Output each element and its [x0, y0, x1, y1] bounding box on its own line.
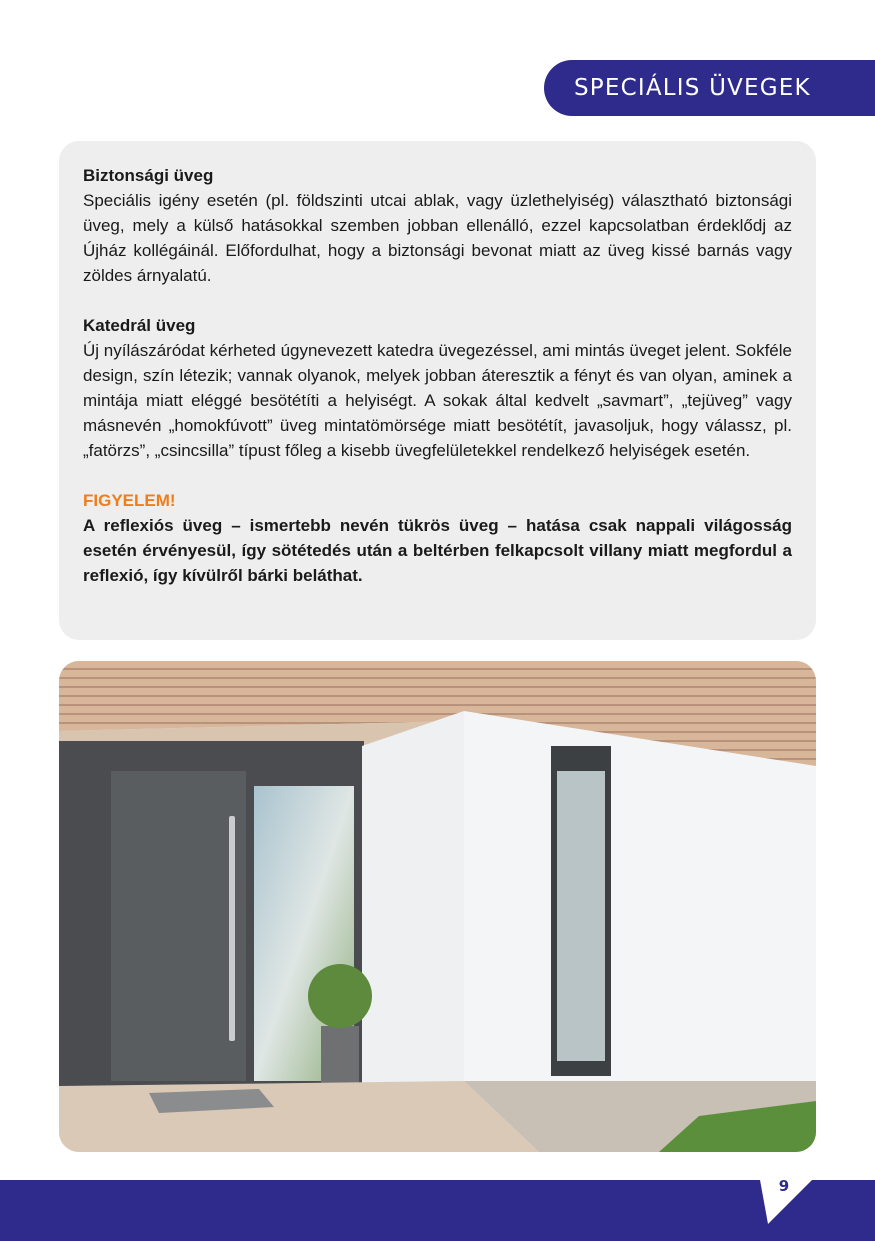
warning-title: FIGYELEM!	[83, 491, 176, 510]
safety-glass-title: Biztonsági üveg	[83, 166, 214, 185]
cathedral-glass-title: Katedrál üveg	[83, 316, 196, 335]
house-entrance-photo	[59, 661, 816, 1152]
page-number: 9	[778, 1177, 790, 1195]
safety-glass-text: Speciális igény esetén (pl. földszinti utcai ablak, vagy üzlethelyiség) választható biztonsági üveg, mely a külső hatásokkal szemben jobban ellenálló, ezzel kapcsolatban érdeklődj az Újház kollégáinál. Előfordulhat, hogy a biztonsági bevonat miatt az üveg kissé barnás vagy zöldes árnyalatú.	[83, 191, 792, 285]
info-text-box	[59, 141, 816, 640]
warning-text: A reflexiós üveg – ismertebb nevén tükrös üveg – hatása csak nappali világosság esetén érvényesül, így sötétedés után a beltérben felkapcsolt villany miatt megfordul a reflexió, így kívülről bárki beláthat.	[83, 516, 792, 585]
section-header-title: SPECIÁLIS ÜVEGEK	[574, 75, 811, 101]
section-header-tab	[544, 60, 875, 116]
cathedral-glass-text: Új nyílászáródat kérheted úgynevezett katedra üvegezéssel, ami mintás üveget jelent. Sokféle design, szín létezik; vannak olyanok, melyek jobban áteresztik a fényt és van olyan, aminek a mintája miatt eléggé besötétíti a helyiségt. A sokak által kedvelt „savmart”, „tejüveg” vagy másnevén „homokfúvott” üveg mintatömörsége miatt besötétít, javasoljuk, hogy válassz, pl. „fatörzs”, „csincsilla” típust főleg a kisebb üvegfelületekkel rendelkező helyiségek esetén.	[83, 341, 792, 460]
footer-bar	[0, 1180, 875, 1241]
